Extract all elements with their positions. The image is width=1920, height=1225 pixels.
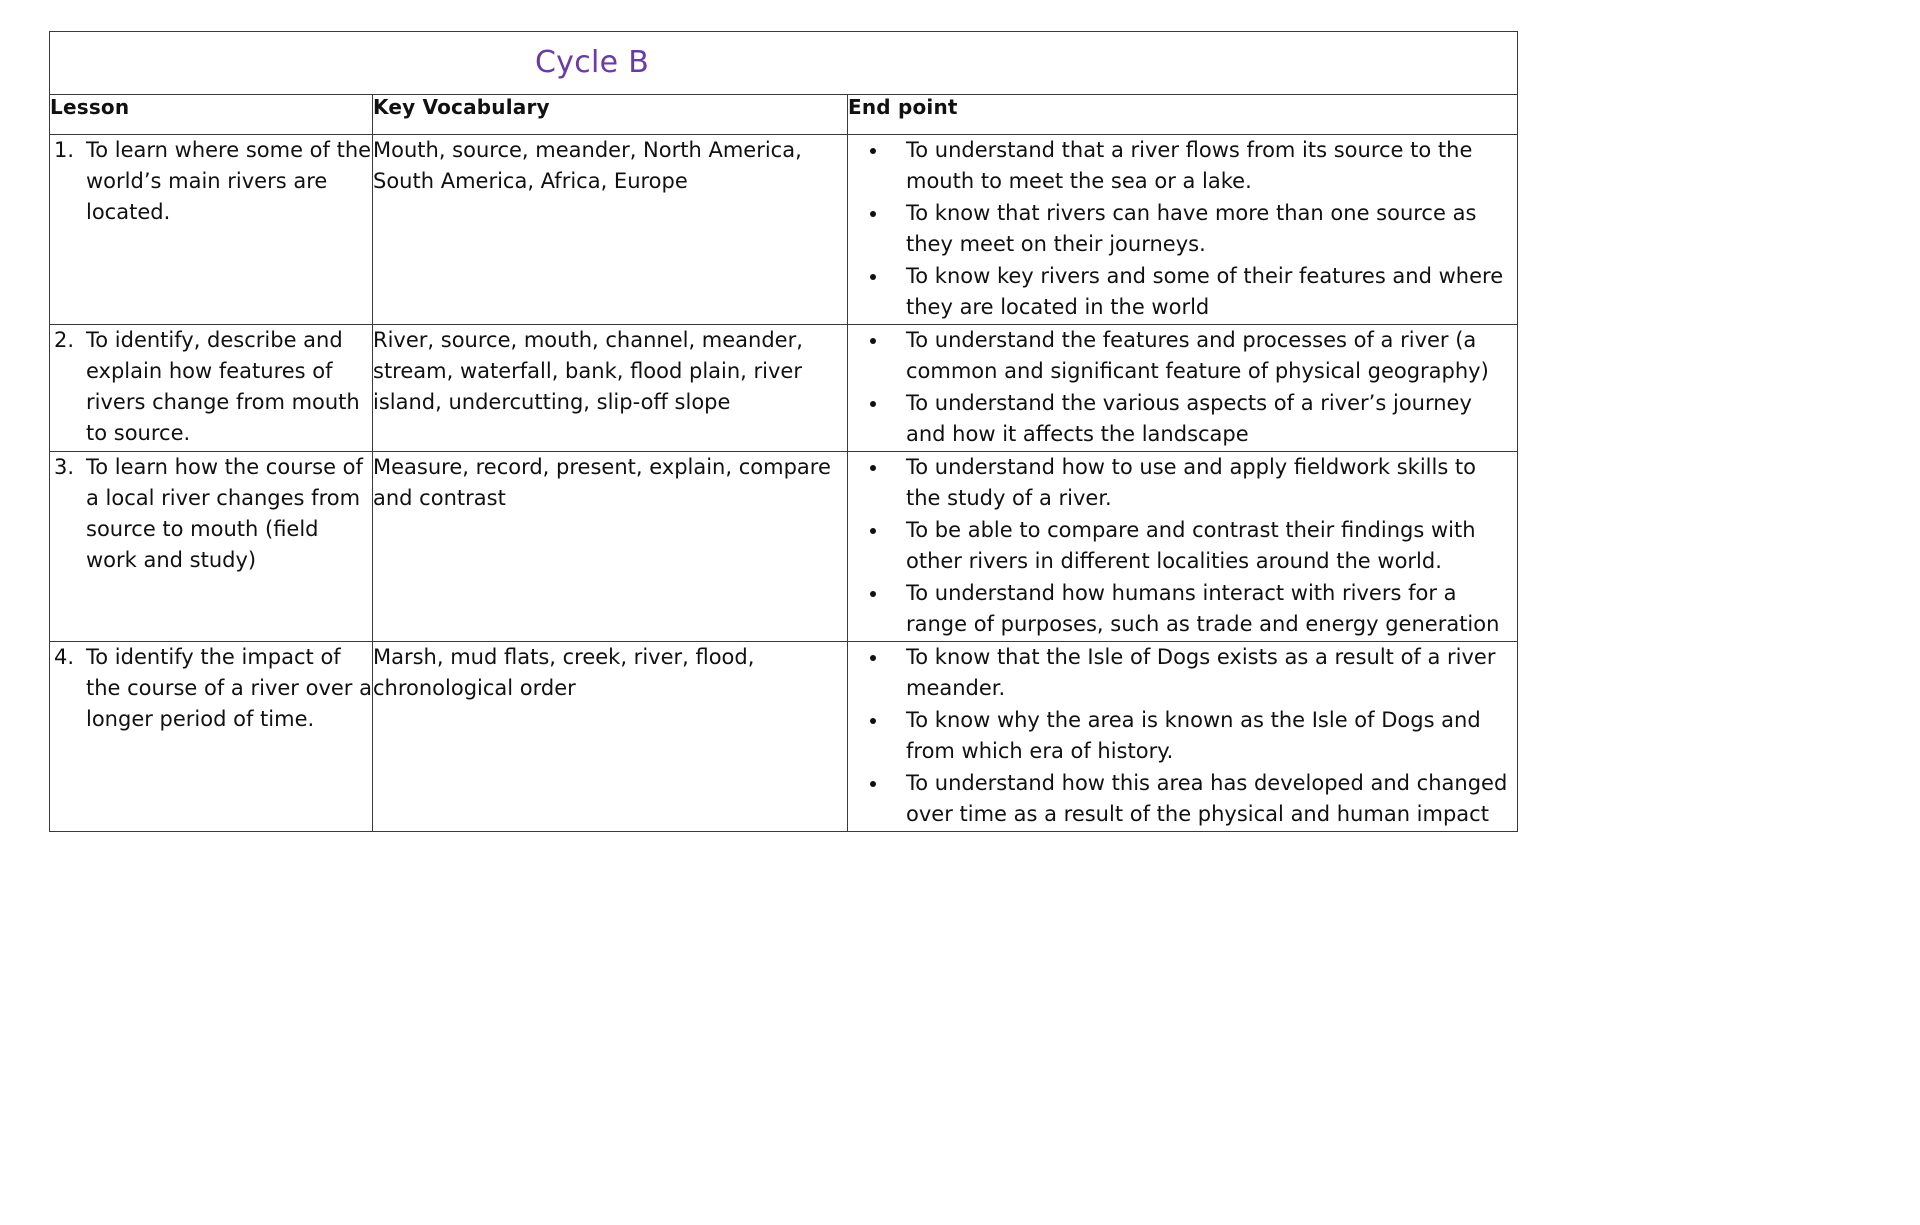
endpoint-item (848, 642, 1517, 704)
endpoint-cell (848, 135, 1518, 325)
lesson-number: 1. (54, 138, 75, 162)
endpoint-text: To understand the various aspects of a river’s journey and how it affects the landscape (906, 391, 1472, 446)
lesson-text: To identify, describe and explain how features of rivers change from mouth to source. (86, 328, 360, 445)
column-header-lesson (50, 95, 373, 135)
lesson-text: To identify the impact of the course of a river over a longer period of time. (86, 645, 372, 731)
endpoint-text: To understand the features and processes of a river (a common and significant feature of physical geography) (906, 328, 1489, 383)
lesson-text: To learn where some of the world’s main rivers are located. (86, 138, 372, 224)
endpoint-item (848, 388, 1517, 450)
vocabulary-cell (373, 642, 848, 832)
vocabulary-text: River, source, mouth, channel, meander, stream, waterfall, bank, flood plain, river island, undercutting, slip-off slope (373, 328, 803, 414)
endpoint-item (848, 768, 1517, 830)
endpoint-item (848, 135, 1517, 197)
bullet-icon (870, 274, 876, 280)
endpoint-item (848, 578, 1517, 640)
vocabulary-cell (373, 135, 848, 325)
lesson-cell (50, 325, 373, 452)
lesson-number: 3. (54, 455, 75, 479)
bullet-icon (870, 401, 876, 407)
column-header-lesson-label: Lesson (50, 95, 130, 119)
endpoint-text: To know that the Isle of Dogs exists as a result of a river meander. (906, 645, 1496, 700)
table-row (50, 642, 1518, 832)
endpoint-item (848, 705, 1517, 767)
column-header-end-point-label: End point (848, 95, 958, 119)
endpoint-text: To know that rivers can have more than one source as they meet on their journeys. (906, 201, 1477, 256)
endpoint-text: To understand how this area has developed and changed over time as a result of the physical and human impact (906, 771, 1508, 826)
title-suffix: - Years 5 & 6, Term 3: What is a river? (649, 45, 1236, 80)
title-cycle-highlight: Cycle B (534, 45, 650, 80)
vocabulary-cell (373, 325, 848, 452)
endpoint-cell (848, 325, 1518, 452)
bullet-icon (870, 211, 876, 217)
vocabulary-text: Measure, record, present, explain, compare and contrast (373, 455, 831, 510)
endpoint-item (848, 325, 1517, 387)
endpoint-text: To be able to compare and contrast their findings with other rivers in different localities around the world. (906, 518, 1476, 573)
endpoint-text: To understand how humans interact with rivers for a range of purposes, such as trade and energy generation (906, 581, 1500, 636)
bullet-icon (870, 465, 876, 471)
curriculum-table (49, 31, 1518, 832)
lesson-text: To learn how the course of a local river changes from source to mouth (field work and study) (86, 455, 363, 572)
bullet-icon (870, 591, 876, 597)
lesson-number: 4. (54, 645, 75, 669)
endpoint-list (848, 325, 1517, 450)
bullet-icon (870, 148, 876, 154)
endpoint-item (848, 261, 1517, 323)
endpoint-text: To know why the area is known as the Isle of Dogs and from which era of history. (906, 708, 1481, 763)
endpoint-text: To understand that a river flows from its source to the mouth to meet the sea or a lake. (906, 138, 1473, 193)
table-banner-row (50, 32, 1518, 95)
endpoint-list (848, 135, 1517, 323)
endpoint-text: To understand how to use and apply fieldwork skills to the study of a river. (906, 455, 1477, 510)
lesson-cell (50, 135, 373, 325)
banner-cell (50, 32, 1518, 95)
lesson-cell (50, 642, 373, 832)
table-row (50, 325, 1518, 452)
endpoint-item (848, 515, 1517, 577)
endpoint-list (848, 642, 1517, 830)
bullet-icon (870, 718, 876, 724)
vocabulary-cell (373, 452, 848, 642)
column-header-end-point (848, 95, 1518, 135)
column-header-key-vocabulary-label: Key Vocabulary (373, 95, 550, 119)
endpoint-cell (848, 642, 1518, 832)
vocabulary-text: Marsh, mud flats, creek, river, flood, chronological order (373, 645, 755, 700)
endpoint-text: To know key rivers and some of their features and where they are located in the world (906, 264, 1504, 319)
endpoint-cell (848, 452, 1518, 642)
title-prefix: Geography – (331, 45, 535, 80)
endpoint-item (848, 452, 1517, 514)
page-title (50, 32, 1517, 94)
bullet-icon (870, 781, 876, 787)
bullet-icon (870, 338, 876, 344)
bullet-icon (870, 528, 876, 534)
lesson-number: 2. (54, 328, 75, 352)
endpoint-item (848, 198, 1517, 260)
vocabulary-text: Mouth, source, meander, North America, South America, Africa, Europe (373, 138, 802, 193)
table-row (50, 135, 1518, 325)
lesson-cell (50, 452, 373, 642)
endpoint-list (848, 452, 1517, 640)
table-header-row (50, 95, 1518, 135)
column-header-key-vocabulary (373, 95, 848, 135)
bullet-icon (870, 655, 876, 661)
table-row (50, 452, 1518, 642)
